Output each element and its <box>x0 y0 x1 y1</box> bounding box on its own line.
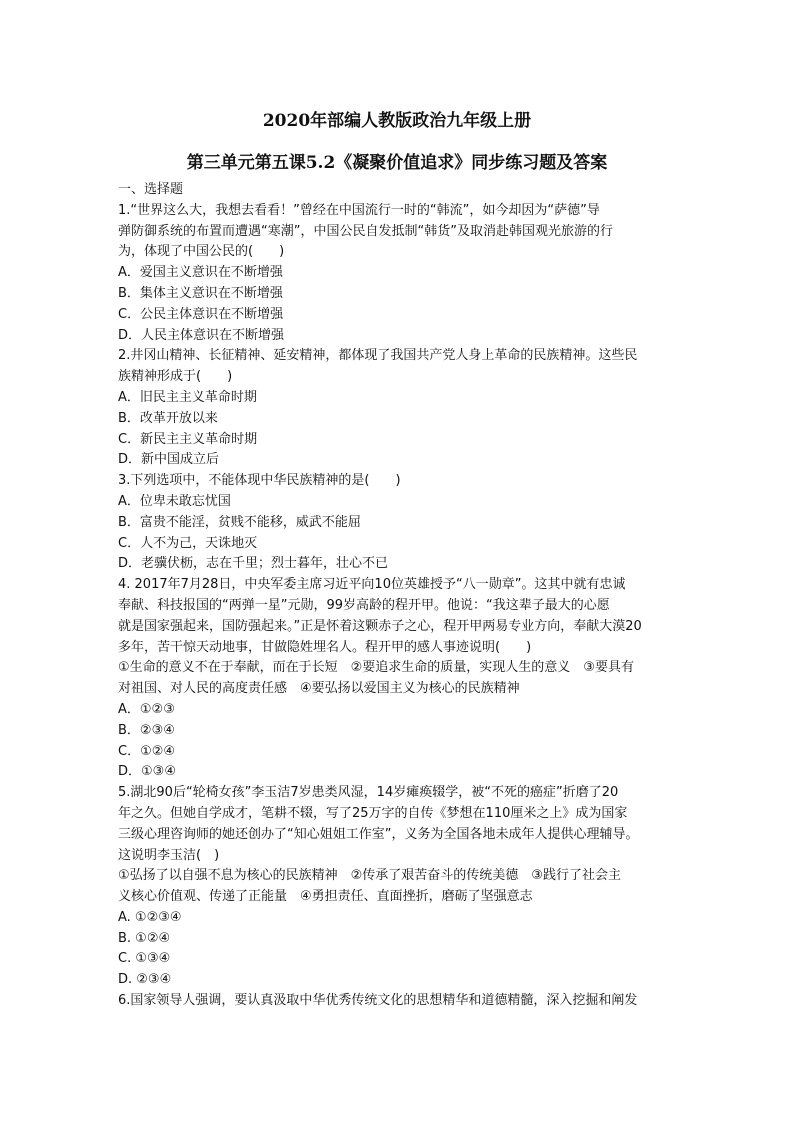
question-4-stem-line: 就是国家强起来，国防强起来。”正是怀着这颗赤子之心，程开甲两易专业方向，奉献大漠20 <box>118 618 642 634</box>
question-5-stem-line: 这说明李玉洁( ) <box>118 847 220 863</box>
question-5-option: B. ①②④ <box>118 930 171 946</box>
question-3-option: C．人不为己，天诛地灭 <box>118 535 258 551</box>
question-4-option: D．①③④ <box>118 764 176 780</box>
section-heading: 一、选择题 <box>118 182 184 197</box>
question-3-option: A．位卑未敢忘忧国 <box>118 493 231 509</box>
question-1-stem-line: 1.“世界这么大，我想去看看！”曾经在中国流行一时的“韩流”，如今却因为“萨德”导 <box>118 202 600 218</box>
question-5-option: C. ①③④ <box>118 951 171 967</box>
document-subtitle: 第三单元第五课5.2《凝聚价值追求》同步练习题及答案 <box>186 153 608 173</box>
question-2-option: D．新中国成立后 <box>118 452 220 468</box>
question-2-option: A．旧民主主义革命时期 <box>118 389 257 405</box>
question-1-stem-line: 为，体现了中国公民的( ) <box>118 244 285 260</box>
question-4-option: B．②③④ <box>118 722 175 738</box>
question-4-stem-line: 4. 2017年7月28日，中央军委主席习近平向10位英雄授予“八一勋章”。这其中就有忠诚 <box>118 577 626 593</box>
question-4-option: C．①②④ <box>118 743 176 759</box>
question-6-stem-line: 6.国家领导人强调，要认真汲取中华优秀传统文化的思想精华和道德精髓，深入挖掘和阐发 <box>118 993 638 1009</box>
question-3-option: D．老骥伏枥，志在千里；烈士暮年，壮心不已 <box>118 556 389 572</box>
question-2-option: C．新民主主义革命时期 <box>118 431 258 447</box>
question-1-option: A．爱国主义意识在不断增强 <box>118 265 283 281</box>
question-2-option: B．改革开放以来 <box>118 410 218 426</box>
question-1-option: C．公民主体意识在不断增强 <box>118 306 284 322</box>
question-5-stem-line: 义核心价值观、传递了正能量 ④勇担责任、直面挫折，磨砺了坚强意志 <box>118 889 533 905</box>
question-5-stem-line: ①弘扬了以自强不息为核心的民族精神 ②传承了艰苦奋斗的传统美德 ③践行了社会主 <box>118 868 621 884</box>
question-3-stem-line: 3.下列选项中，不能体现中华民族精神的是( ) <box>118 473 401 489</box>
question-3-option: B．富贵不能淫，贫贱不能移，威武不能屈 <box>118 514 361 530</box>
question-2-stem-line: 2.井冈山精神、长征精神、延安精神，都体现了我国共产党人身上革命的民族精神。这些民 <box>118 348 638 364</box>
question-5-option: A. ①②③④ <box>118 909 182 925</box>
question-4-stem-line: 多年，苦干惊天动地事，甘做隐姓埋名人。程开甲的感人事迹说明( ) <box>118 639 532 655</box>
question-1-option: D．人民主体意识在不断增强 <box>118 327 285 343</box>
question-list <box>118 180 678 1012</box>
question-5-stem-line: 三级心理咨询师的她还创办了“知心姐姐工作室”，义务为全国各地未成年人提供心理辅导。 <box>118 826 639 842</box>
question-4-stem-line: ①生命的意义不在于奉献，而在于长短 ②要追求生命的质量，实现人生的意义 ③要具有 <box>118 660 634 676</box>
question-4-option: A．①②③ <box>118 701 175 717</box>
question-5-option: D. ②③④ <box>118 972 172 988</box>
document-title: 2020年部编人教版政治九年级上册 <box>262 111 532 131</box>
question-2-stem-line: 族精神形成于( ) <box>118 369 233 385</box>
question-1-stem-line: 弹防御系统的布置而遭遇“寒潮”，中国公民自发抵制“韩货”及取消赴韩国观光旅游的行 <box>118 223 613 239</box>
question-4-stem-line: 对祖国、对人民的高度责任感 ④要弘扬以爱国主义为核心的民族精神 <box>118 681 520 697</box>
question-5-stem-line: 年之久。但她自学成才，笔耕不辍，写了25万字的自传《梦想在110厘米之上》成为国家 <box>118 805 628 821</box>
question-5-stem-line: 5.湖北90后“轮椅女孩”李玉洁7岁患类风湿，14岁瘫痪辍学，被“不死的癌症”折磨了20 <box>118 785 619 801</box>
question-4-stem-line: 奉献、科技报国的“两弹一星”元勋，99岁高龄的程开甲。他说：“我这辈子最大的心愿 <box>118 597 610 613</box>
question-1-option: B．集体主义意识在不断增强 <box>118 285 283 301</box>
